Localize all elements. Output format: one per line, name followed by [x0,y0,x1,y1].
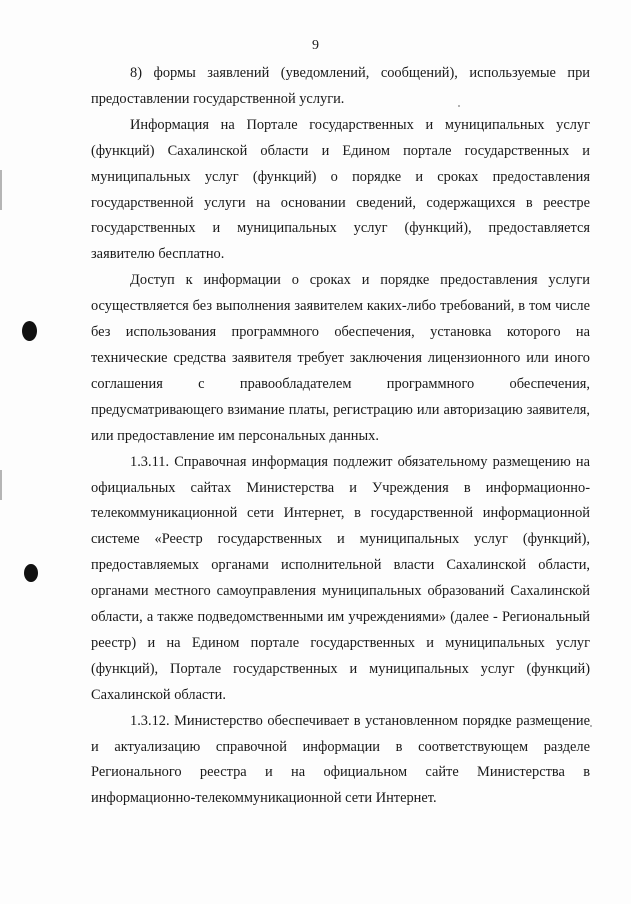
punch-hole [22,321,37,341]
paragraph-1-3-11: 1.3.11. Справочная информация подлежит обязательному размещению на официальных сайтах Министерства и Учреждения в информационно-телекоммуникационной сети Интернет, в государственной информационной системе «Реестр государственных и муниципальных услуг (функций), предоставляемых органами исполнительной власти Сахалинской области, органами местного самоуправления муниципальных образований Сахалинской области, а также подведомственными им учреждениями» (далее - Региональный реестр) и на Едином портале государственных и муниципальных услуг (функций), Портале государственных и муниципальных услуг (функций) Сахалинской области. [91,453,590,703]
scan-edge-mark [0,470,2,500]
paragraph-portal-info: Информация на Портале государственных и муниципальных услуг (функций) Сахалинской области и Едином портале государственных и муниципальных услуг (функций) о порядке и сроках предоставления государственной услуги на основании сведений, содержащихся в реестре государственных и муниципальных услуг (функций), предоставляется заявителю бесплатно. [91,116,590,263]
paragraph-access-info: Доступ к информации о сроках и порядке предоставления услуги осуществляется без выполнения заявителем каких-либо требований, в том числе без использования программного обеспечения, установка которого на технические средства заявителя требует заключения лицензионного или иного соглашения с правообладателем программного обеспечения, предусматривающего взимание платы, регистрацию или авторизацию заявителя, или предоставление им персональных данных. [91,272,590,444]
paragraph-1-3-12: 1.3.12. Министерство обеспечивает в установленном порядке размещение и актуализацию справочной информации в соответствующем разделе Регионального реестра и на официальном сайте Министерства в информационно-телекоммуникационной сети Интернет. [91,712,590,807]
page-number: 9 [312,38,319,53]
paragraph-item-8: 8) формы заявлений (уведомлений, сообщений), используемые при предоставлении государственной услуги. [91,65,590,107]
punch-hole [24,564,38,582]
scan-edge-mark [0,170,2,210]
scan-speck [590,725,592,727]
body-text [91,61,590,812]
